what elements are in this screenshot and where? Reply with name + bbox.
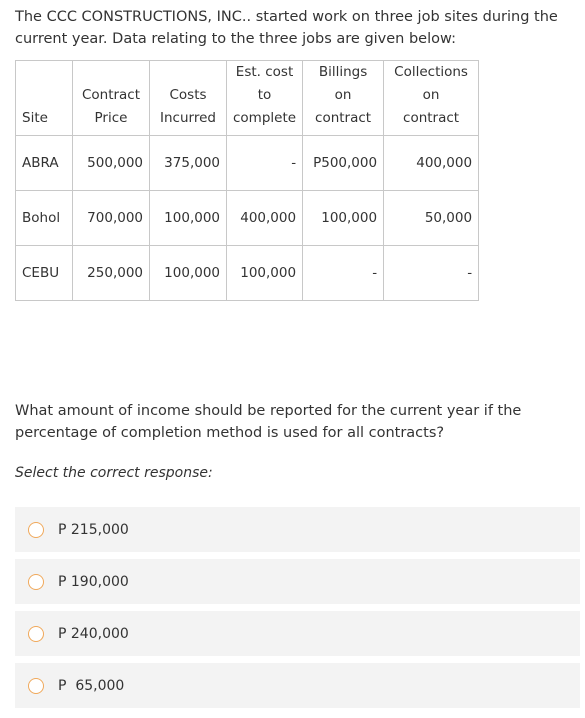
cell-est: 400,000: [227, 191, 303, 246]
cell-bill: -: [303, 246, 384, 301]
cell-site: ABRA: [16, 136, 73, 191]
cell-site: CEBU: [16, 246, 73, 301]
answer-option-label: P 65,000: [58, 677, 125, 694]
question-text: What amount of income should be reported for the current year if the percentage of completion method is used for all contracts?: [15, 403, 522, 441]
cell-price: 700,000: [73, 191, 150, 246]
cell-cost: 100,000: [150, 246, 227, 301]
header-costs-incurred: Costs Incurred: [150, 61, 227, 136]
header-site: Site: [16, 61, 73, 136]
job-data-table: [15, 60, 479, 301]
radio-button[interactable]: [28, 678, 44, 694]
cell-coll: 400,000: [384, 136, 479, 191]
answer-option[interactable]: [15, 559, 580, 604]
table-row: [16, 191, 479, 246]
cell-bill: 100,000: [303, 191, 384, 246]
cell-cost: 100,000: [150, 191, 227, 246]
problem-intro: The CCC CONSTRUCTIONS, INC.. started work on three job sites during the current year. Data relating to the three jobs are given below:: [15, 9, 558, 47]
cell-cost: 375,000: [150, 136, 227, 191]
header-collections: Collections on contract: [384, 61, 479, 136]
header-billings: Billings on contract: [303, 61, 384, 136]
cell-site: Bohol: [16, 191, 73, 246]
header-contract-price: Contract Price: [73, 61, 150, 136]
select-prompt: Select the correct response:: [15, 465, 213, 481]
cell-price: 250,000: [73, 246, 150, 301]
cell-est: -: [227, 136, 303, 191]
answer-options: [15, 507, 580, 715]
answer-option[interactable]: [15, 507, 580, 552]
radio-button[interactable]: [28, 626, 44, 642]
table-header-row: [16, 61, 479, 136]
cell-est: 100,000: [227, 246, 303, 301]
answer-option-label: P 215,000: [58, 521, 129, 538]
radio-button[interactable]: [28, 574, 44, 590]
table-row: [16, 246, 479, 301]
cell-coll: -: [384, 246, 479, 301]
answer-option-label: P 190,000: [58, 573, 129, 590]
cell-coll: 50,000: [384, 191, 479, 246]
radio-button[interactable]: [28, 522, 44, 538]
cell-price: 500,000: [73, 136, 150, 191]
answer-option[interactable]: [15, 611, 580, 656]
cell-bill: P500,000: [303, 136, 384, 191]
header-est-cost: Est. cost to complete: [227, 61, 303, 136]
answer-option[interactable]: [15, 663, 580, 708]
answer-option-label: P 240,000: [58, 625, 129, 642]
table-row: [16, 136, 479, 191]
